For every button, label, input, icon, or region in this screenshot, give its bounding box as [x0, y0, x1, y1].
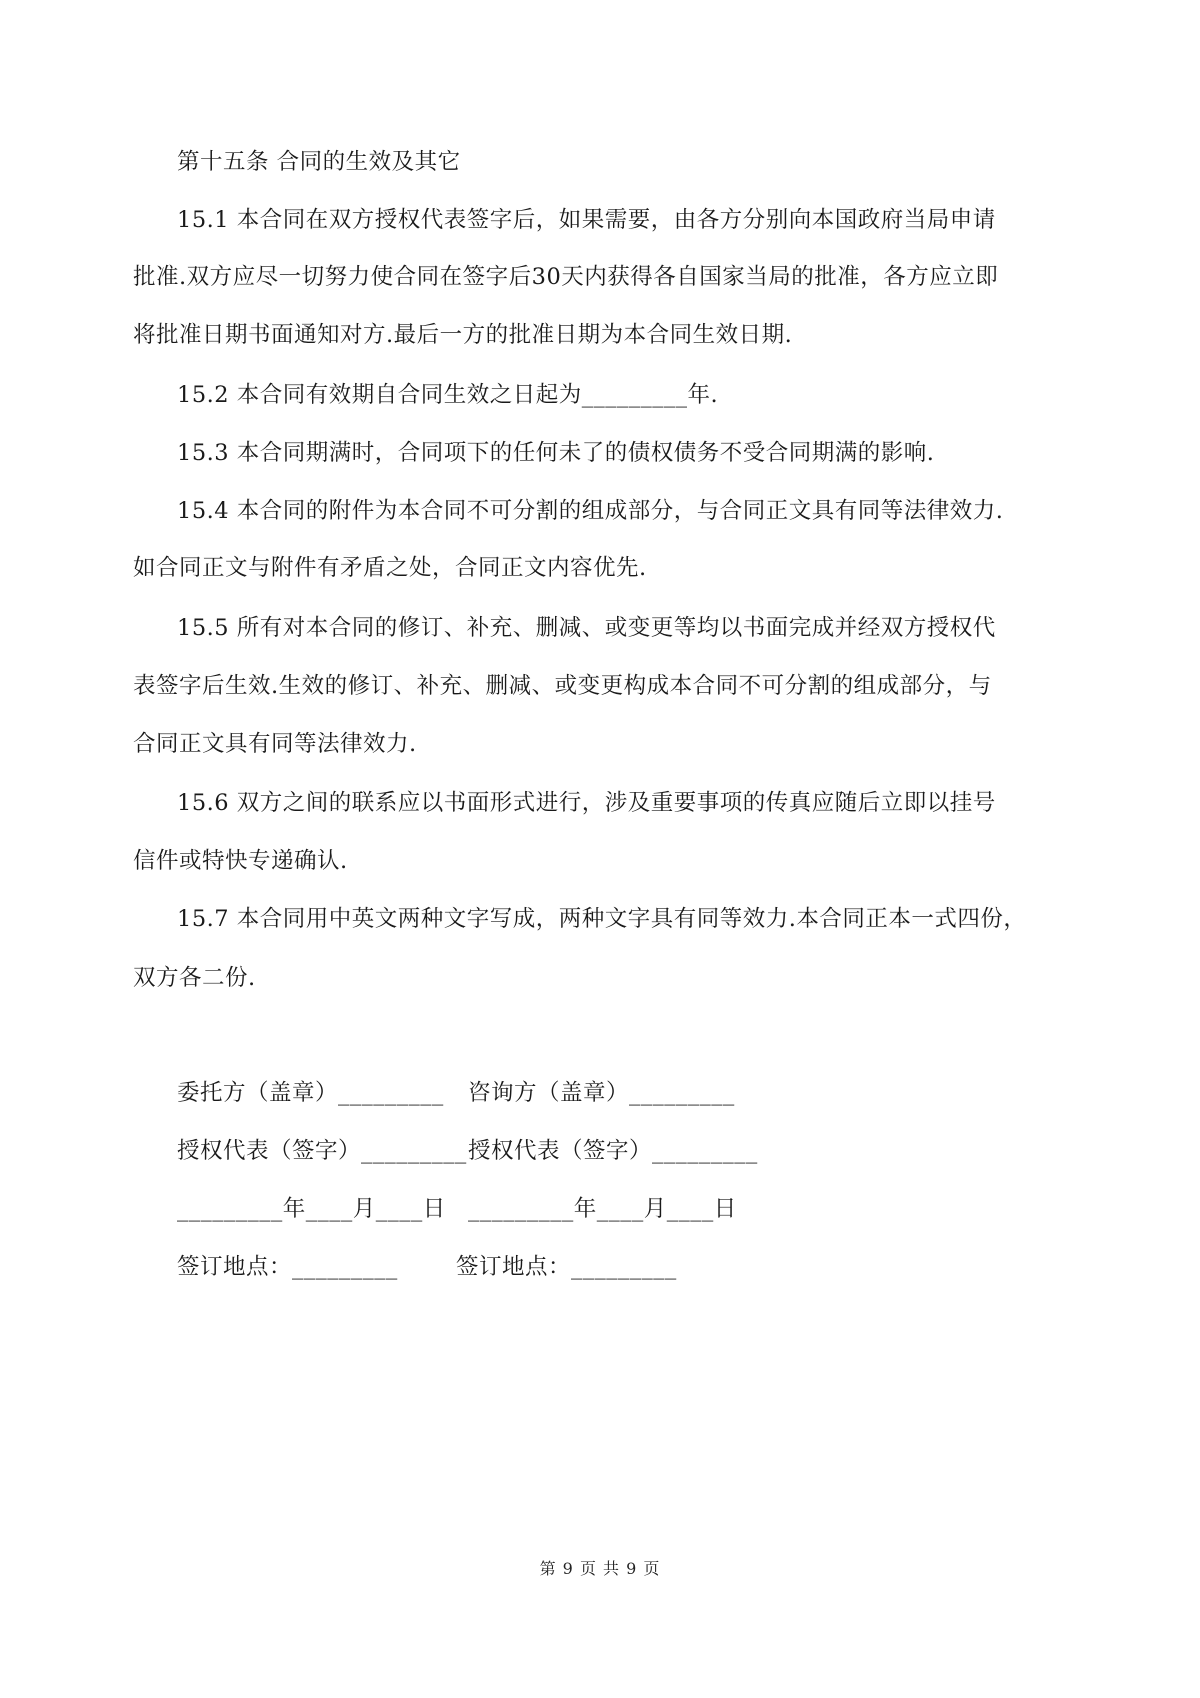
- clause-15-6-line-2: 信件或特快专递确认.: [133, 848, 348, 874]
- clause-15-3: 15.3 本合同期满时，合同项下的任何未了的债权债务不受合同期满的影响.: [177, 440, 935, 466]
- signature-row-representative: [0, 1136, 1200, 1166]
- client-representative-field: 授权代表（签字）_________: [177, 1138, 467, 1164]
- clause-15-5-line-2: 表签字后生效.生效的修订、补充、删减、或变更构成本合同不可分割的组成部分，与: [133, 673, 992, 699]
- client-seal-field: 委托方（盖章）_________: [177, 1080, 444, 1106]
- clause-15-1-line-2: 批准.双方应尽一切努力使合同在签字后30天内获得各自国家当局的批准，各方应立即: [133, 264, 999, 290]
- clause-15-1-line-3: 将批准日期书面通知对方.最后一方的批准日期为本合同生效日期.: [133, 322, 793, 348]
- client-date-field: _________年____月____日: [177, 1196, 446, 1222]
- clause-15-4-line-2: 如合同正文与附件有矛盾之处，合同正文内容优先.: [133, 555, 647, 581]
- clause-15-2: 15.2 本合同有效期自合同生效之日起为_________年.: [177, 382, 719, 408]
- page-number-footer: 第 9 页 共 9 页: [539, 1559, 661, 1578]
- clause-15-4-line-1: 15.4 本合同的附件为本合同不可分割的组成部分，与合同正文具有同等法律效力.: [177, 498, 1004, 524]
- client-signing-place-field: 签订地点：_________: [177, 1254, 398, 1280]
- consultant-date-field: _________年____月____日: [468, 1196, 737, 1222]
- article-heading: 第十五条 合同的生效及其它: [177, 149, 461, 175]
- clause-15-6-line-1: 15.6 双方之间的联系应以书面形式进行，涉及重要事项的传真应随后立即以挂号: [177, 790, 996, 816]
- clause-15-1-line-1: 15.1 本合同在双方授权代表签字后，如果需要，由各方分别向本国政府当局申请: [177, 207, 996, 233]
- consultant-signing-place-field: 签订地点：_________: [456, 1254, 677, 1280]
- signature-row-date: [0, 1194, 1200, 1224]
- clause-15-5-line-3: 合同正文具有同等法律效力.: [133, 731, 417, 757]
- signature-row-place: [0, 1252, 1200, 1282]
- signature-row-seal: [0, 1078, 1200, 1108]
- clause-15-7-line-2: 双方各二份.: [133, 965, 256, 991]
- consultant-seal-field: 咨询方（盖章）_________: [468, 1080, 735, 1106]
- clause-15-5-line-1: 15.5 所有对本合同的修订、补充、删减、或变更等均以书面完成并经双方授权代: [177, 615, 996, 641]
- clause-15-7-line-1: 15.7 本合同用中英文两种文字写成，两种文字具有同等效力.本合同正本一式四份，: [177, 906, 1027, 932]
- consultant-representative-field: 授权代表（签字）_________: [468, 1138, 758, 1164]
